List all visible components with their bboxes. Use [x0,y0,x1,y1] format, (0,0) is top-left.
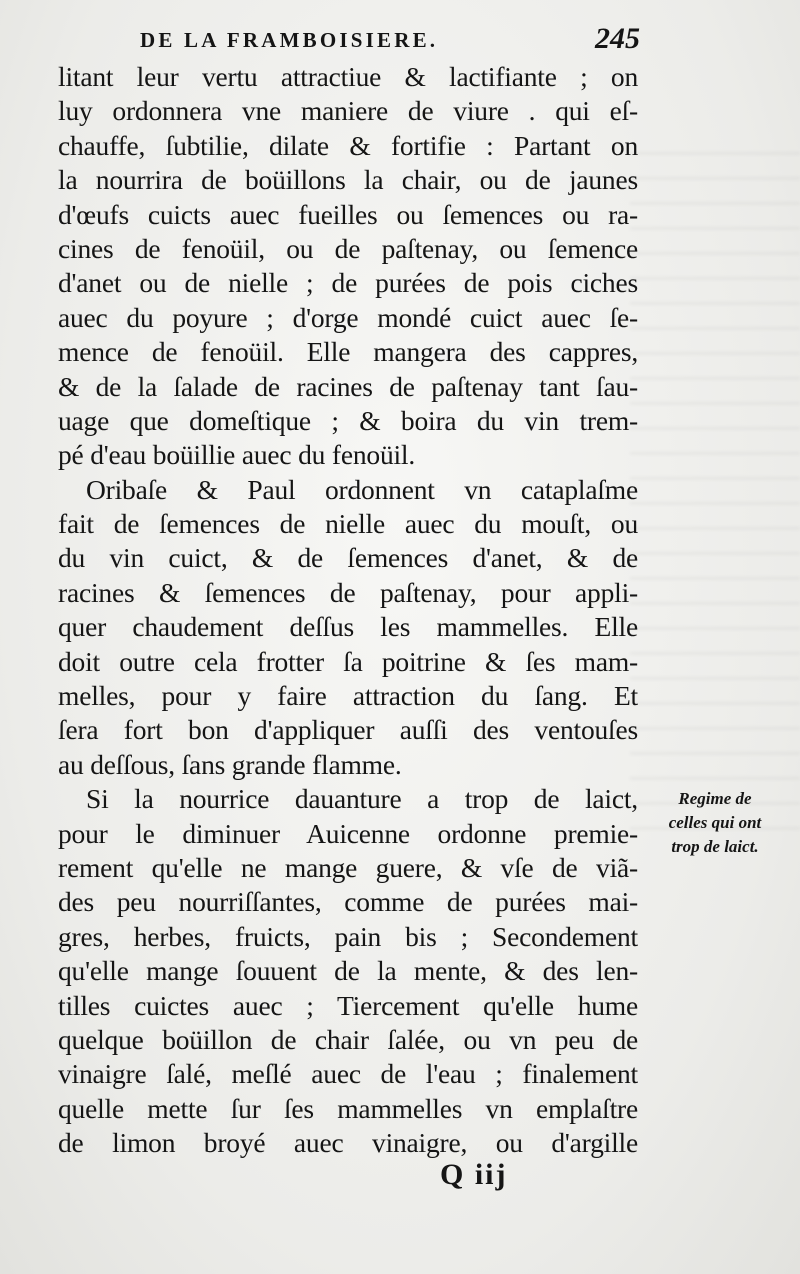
running-title: DE LA FRAMBOISIERE. [140,28,439,52]
page-header [140,22,640,58]
text-line: au deſſous, ſans grande flamme. [58,748,402,780]
text-line: Si la nourrice dauanture a trop de laict, [86,783,638,815]
text-line: des peu nourriſſantes, comme de purées mai- [58,886,638,918]
text-line: rement qu'elle ne mange guere, & vſe de viã- [58,851,638,883]
text-line: tilles cuictes auec ; Tiercement qu'elle hume [58,989,638,1021]
text-line: luy ordonnera vne maniere de viure . qui eſ- [58,95,638,127]
text-line: mence de fenoüil. Elle mangera des cappres, [58,336,638,368]
text-line: fait de ſemences de nielle auec du mouſt, ou [58,508,638,540]
marginal-note [640,787,790,859]
text-line: qu'elle mange ſouuent de la mente, & des len- [58,955,638,987]
text-line: d'œufs cuicts auec fueilles ou ſemences ou ra- [58,198,638,230]
text-line: la nourrira de boüillons la chair, ou de jaunes [58,164,638,196]
text-line: cines de fenoüil, ou de paſtenay, ou ſemence [58,232,638,264]
show-through-shadow [630,130,800,830]
text-line: doit outre cela frotter ſa poitrine & ſes mam- [58,645,638,677]
text-line: Oribaſe & Paul ordonnent vn cataplaſme [86,473,638,505]
main-text [58,60,638,1161]
text-line: auec du poyure ; d'orge mondé cuict auec ſe- [58,301,638,333]
text-line: pour le diminuer Auicenne ordonne premie- [58,817,638,849]
page-number: 245 [595,22,640,55]
text-line: racines & ſemences de paſtenay, pour appli- [58,576,638,608]
text-line: & de la ſalade de racines de paſtenay tant ſau- [58,370,638,402]
text-line: gres, herbes, fruicts, pain bis ; Secondement [58,920,638,952]
marginal-note-line: Regime de [678,789,752,808]
text-line: pé d'eau boüillie auec du fenoüil. [58,439,416,471]
text-line: quelque boüillon de chair ſalée, ou vn peu de [58,1023,638,1055]
text-line: chauffe, ſubtilie, dilate & fortifie : Partant on [58,129,638,161]
text-line: ſera fort bon d'appliquer auſſi des ventouſes [58,714,638,746]
marginal-note-line: trop de laict. [671,837,759,856]
text-line: vinaigre ſalé, meſlé auec de l'eau ; finalement [58,1058,638,1090]
text-line: de limon broyé auec vinaigre, ou d'argille [58,1127,638,1159]
text-line: quelle mette ſur ſes mammelles vn emplaſtre [58,1092,638,1124]
marginal-note-line: celles qui ont [668,813,762,832]
text-line: d'anet ou de nielle ; de purées de pois ciches [58,267,638,299]
text-line: litant leur vertu attractiue & lactifiante ; on [58,61,638,92]
text-line: quer chaudement deſſus les mammelles. Elle [58,611,638,643]
text-line: du vin cuict, & de ſemences d'anet, & de [58,542,638,574]
signature-mark: Q iij [440,1158,508,1191]
text-line: uage que domeſtique ; & boira du vin trem- [58,404,638,436]
text-line: melles, pour y faire attraction du ſang. Et [58,680,638,712]
